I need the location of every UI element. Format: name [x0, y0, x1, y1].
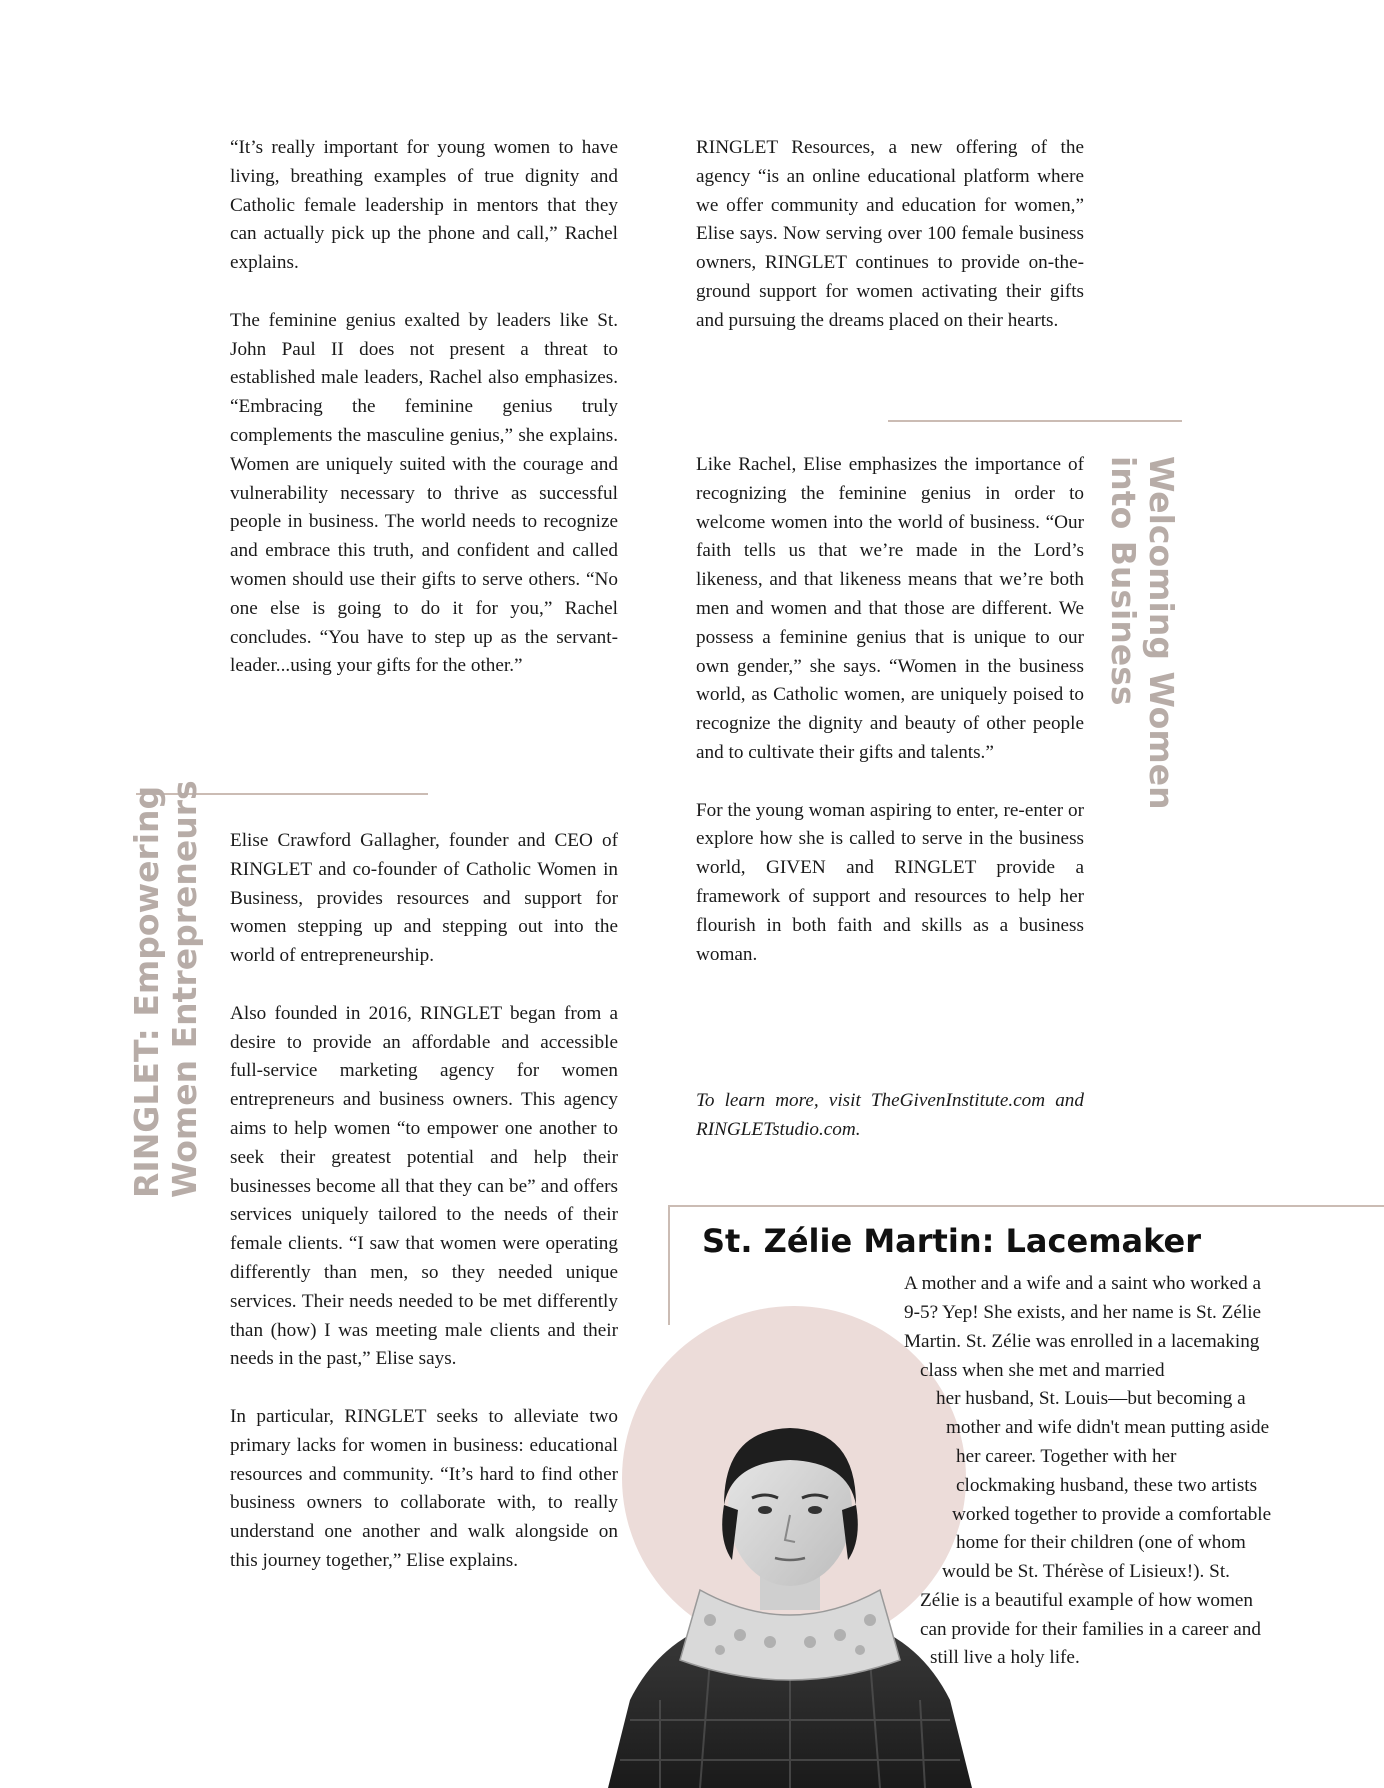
- sidebar-text-line: Martin. St. Zélie was enrolled in a lacemaking: [904, 1331, 1260, 1352]
- paragraph: The feminine genius exalted by leaders like St. John Paul II does not present a threat to established male leaders, Rachel also emphasizes. “Embracing the feminine genius truly complements the masculine genius,” she explains. Women are uniquely suited with the courage and vulnerability necessary to thrive as successful people in business. The world needs to recognize and embrace this truth, and confident and called women should use their gifts to serve others. “No one else is going to do it for you,” Rachel concludes. “You have to step up as the servant-leader...using your gifts for the other.”: [230, 309, 618, 677]
- paragraph: Elise Crawford Gallagher, founder and CEO of RINGLET and co-founder of Catholic Women in Business, provides resources and support for women stepping up and stepping out into the world of entrepreneurship.: [230, 830, 618, 967]
- box-border: [668, 1205, 1384, 1207]
- sidebar-text-line: still live a holy life.: [930, 1647, 1080, 1668]
- side-heading-line: into Business: [1104, 456, 1143, 706]
- sidebar-text-line: her husband, St. Louis—but becoming a: [936, 1388, 1246, 1409]
- paragraph: For the young woman aspiring to enter, re-enter or explore how she is called to serve in the business world, GIVEN and RINGLET provide a framework of support and resources to help her flourish in both faith and skills as a business woman.: [696, 799, 1084, 965]
- sidebar-text-line: Zélie is a beautiful example of how women: [920, 1590, 1254, 1611]
- sidebar-text-line: mother and wife didn't mean putting aside: [946, 1417, 1270, 1438]
- sidebar-text-line: 9-5? Yep! She exists, and her name is St. Zélie: [904, 1302, 1262, 1323]
- side-heading-line: RINGLET: Empowering: [127, 785, 166, 1198]
- side-heading-line: Welcoming Women: [1142, 456, 1181, 810]
- sidebar-box-title: St. Zélie Martin: Lacemaker: [702, 1222, 1202, 1260]
- sidebar-text-line: home for their children (one of whom: [956, 1532, 1246, 1553]
- sidebar-text-line: class when she met and married: [920, 1360, 1165, 1381]
- side-heading-welcoming: [1104, 456, 1180, 810]
- cta-text: To learn more, visit TheGivenInstitute.com and RINGLETstudio.com.: [696, 1090, 1084, 1140]
- right-column-top: [696, 134, 1084, 336]
- right-column-mid: [696, 451, 1084, 969]
- side-heading-ringlet: [128, 780, 204, 1198]
- left-column-bottom: [230, 827, 618, 1576]
- sidebar-text-line: her career. Together with her: [956, 1446, 1177, 1467]
- paragraph: RINGLET Resources, a new offering of the agency “is an online educational platform where we offer community and education for women,” Elise says. Now serving over 100 female business owners, RINGLET continues to provide on-the-ground support for women activating their gifts and pursuing the dreams placed on their hearts.: [696, 137, 1084, 331]
- sidebar-text-line: A mother and a wife and a saint who worked a: [904, 1273, 1261, 1294]
- box-border: [668, 1205, 670, 1325]
- sidebar-text-line: worked together to provide a comfortable: [952, 1504, 1272, 1525]
- divider-rule: [888, 420, 1182, 422]
- paragraph: Like Rachel, Elise emphasizes the importance of recognizing the feminine genius in order to welcome women into the world of business. “Our faith tells us that we’re made in the Lord’s likeness, and that likeness means that we’re both men and women and that those are different. We possess a feminine genius that is unique to our own gender,” she says. “Women in the business world, as Catholic women, are uniquely poised to recognize the dignity and beauty of other people and to cultivate their gifts and talents.”: [696, 454, 1084, 763]
- sidebar-text-line: can provide for their families in a career and: [920, 1619, 1261, 1640]
- paragraph: In particular, RINGLET seeks to alleviate two primary lacks for women in business: educational resources and community. “It’s hard to find other business owners to collaborate with, to really understand one another and walk alongside on this journey together,” Elise explains.: [230, 1405, 618, 1571]
- side-heading-line: Women Entrepreneurs: [165, 780, 204, 1198]
- call-to-action: [696, 1087, 1084, 1145]
- sidebar-text-line: would be St. Thérèse of Lisieux!). St.: [942, 1561, 1230, 1582]
- paragraph: Also founded in 2016, RINGLET began from a desire to provide an affordable and accessible full-service marketing agency for women entrepreneurs and business owners. This agency aims to help women “to empower one another to seek their greatest potential and help their businesses become all that they can be” and offers services uniquely tailored to the needs of their female clients. “I saw that women were operating differently than men, so they needed unique services. Their needs needed to be met differently than (how) I was meeting male clients and their needs in the past,” Elise says.: [230, 1002, 618, 1370]
- sidebar-text-line: clockmaking husband, these two artists: [956, 1475, 1258, 1496]
- left-column-top: [230, 134, 618, 681]
- paragraph: “It’s really important for young women to have living, breathing examples of true dignity and Catholic female leadership in mentors that they can actually pick up the phone and call,” Rachel explains.: [230, 137, 618, 274]
